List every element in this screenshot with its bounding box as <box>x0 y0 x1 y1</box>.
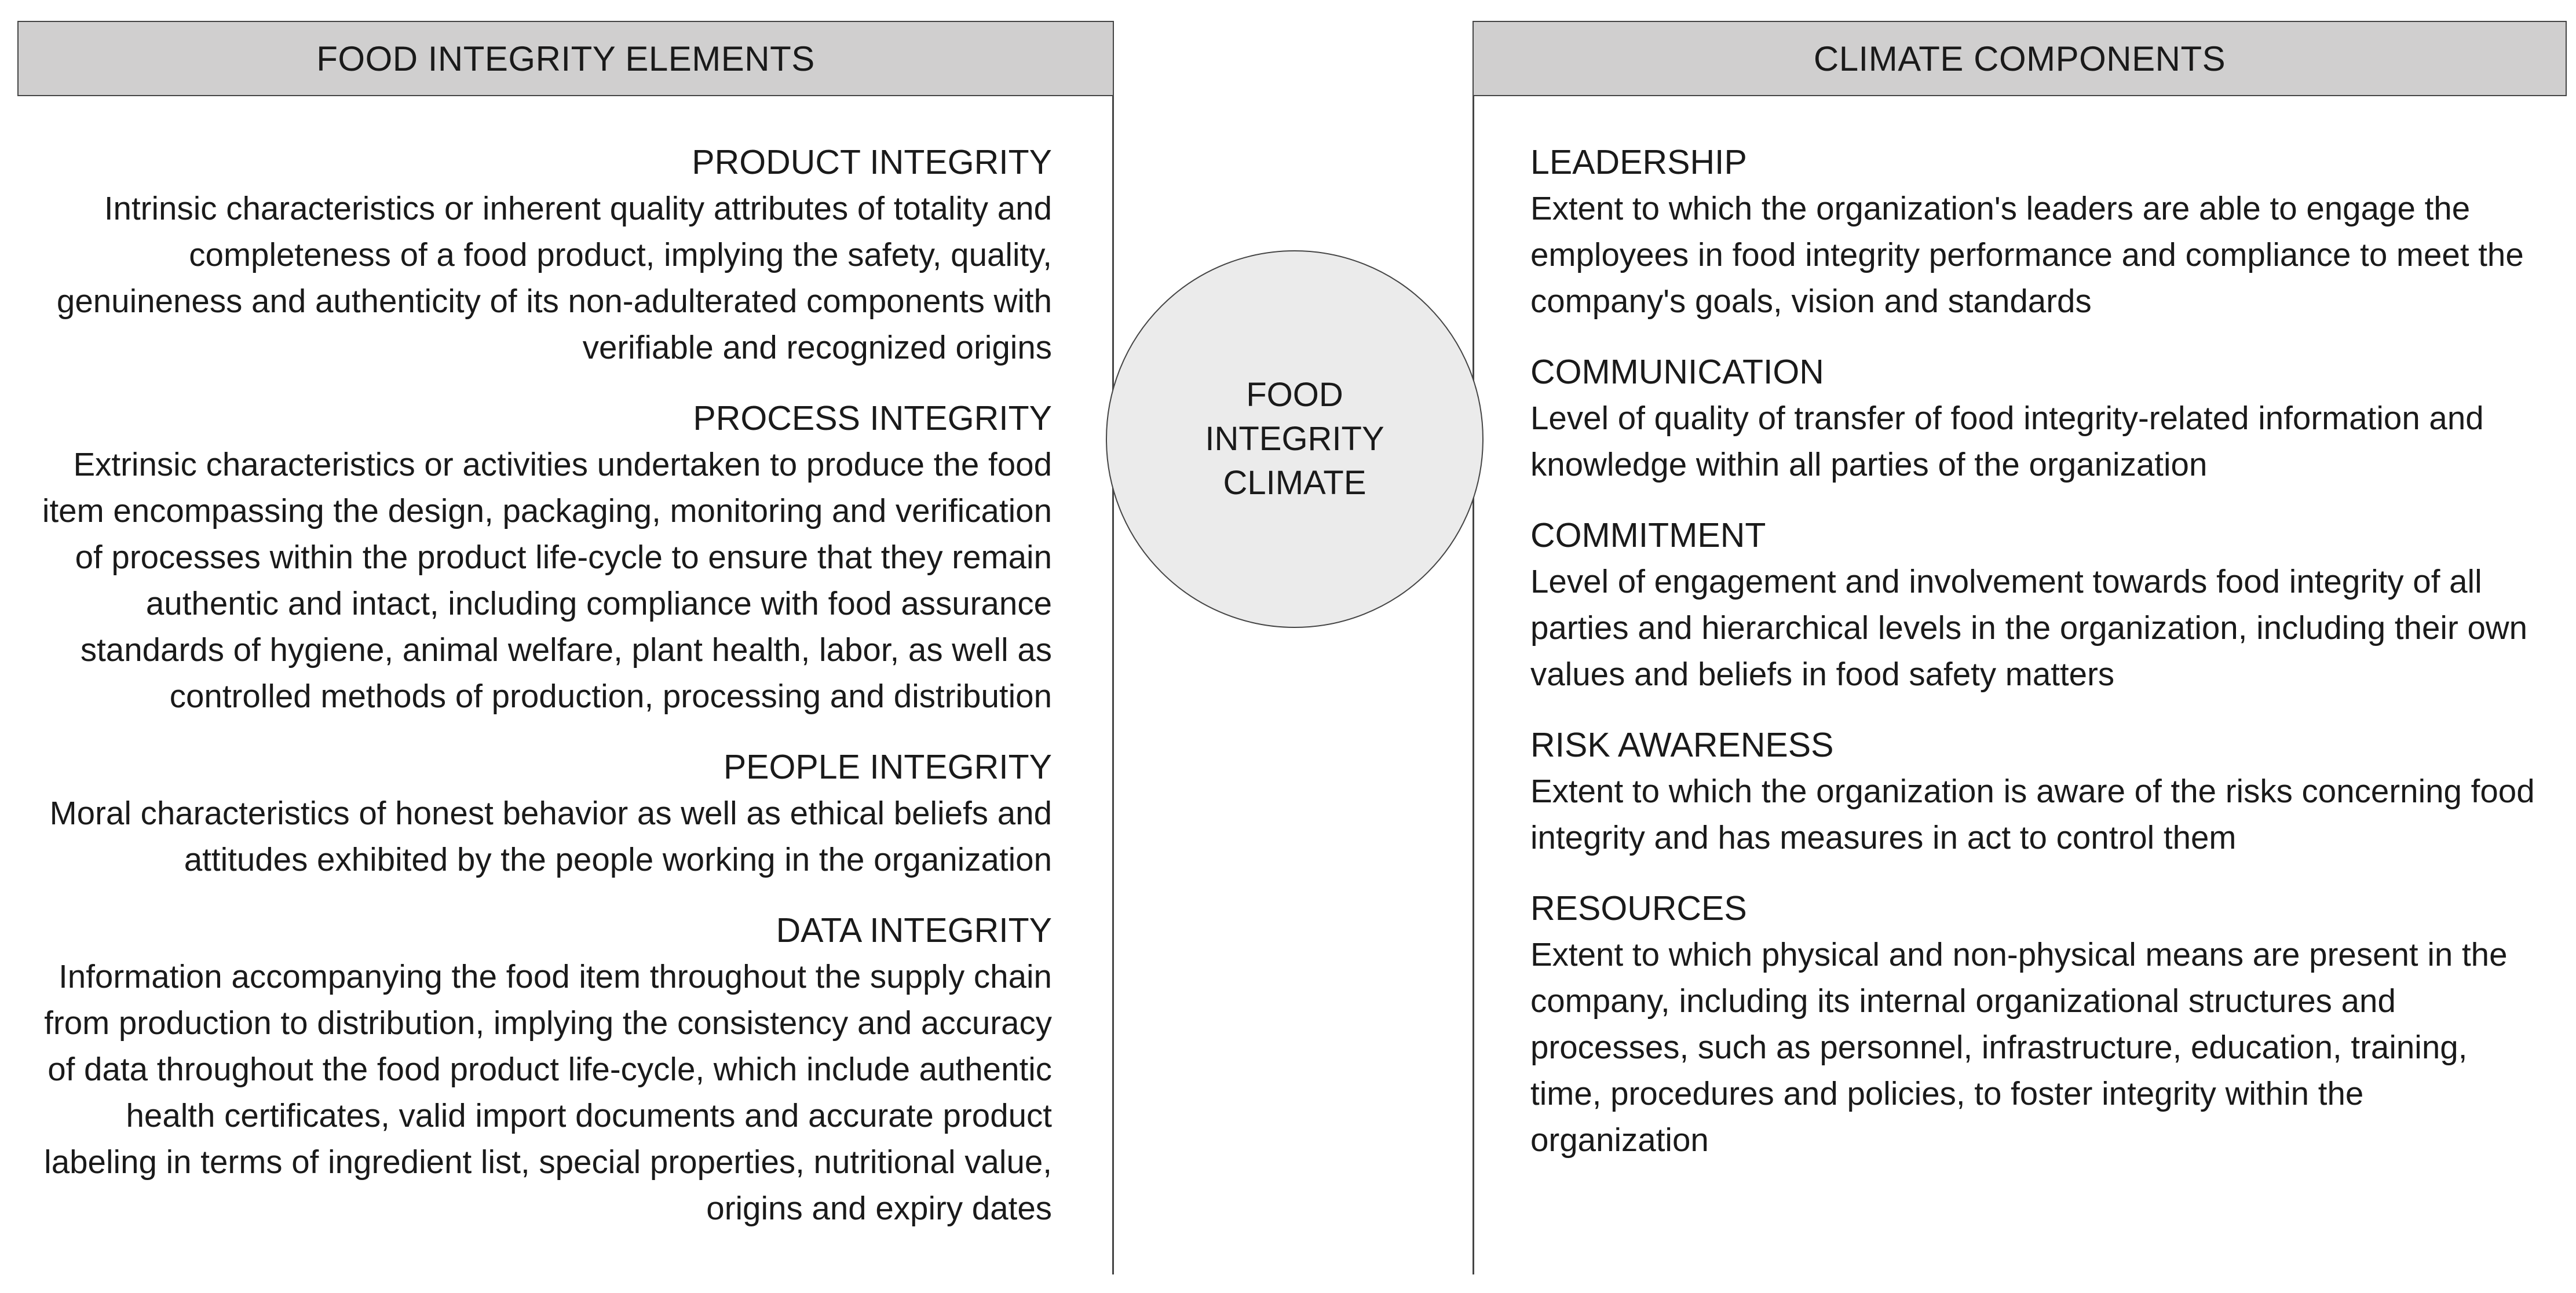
element-title: PEOPLE INTEGRITY <box>723 748 1052 786</box>
climate-components-list <box>1530 139 2538 1188</box>
element-title: PRODUCT INTEGRITY <box>692 143 1052 181</box>
element-description: Intrinsic characteristics or inherent quality attributes of totality and completeness of a food product, implying the safety, quality, genuineness and authenticity of its non-adulterated components with verifiable and recognized origins <box>56 190 1052 366</box>
component-leadership <box>1530 139 2538 324</box>
component-description: Extent to which the organization is aware of the risks concerning food integrity and has measures in act to control them <box>1530 773 2535 856</box>
element-title: DATA INTEGRITY <box>776 911 1052 949</box>
component-description: Level of engagement and involvement towards food integrity of all parties and hierarchical levels in the organization, including their own values and beliefs in food safety matters <box>1530 563 2528 692</box>
component-title: RISK AWARENESS <box>1530 726 1834 764</box>
component-commitment <box>1530 512 2538 697</box>
component-title: LEADERSHIP <box>1530 143 1747 181</box>
element-people-integrity <box>35 744 1052 883</box>
component-resources <box>1530 885 2538 1163</box>
climate-components-header-label: CLIMATE COMPONENTS <box>1813 39 2226 78</box>
component-description: Extent to which the organization's leaders are able to engage the employees in food integrity performance and compliance to meet the company's goals, vision and standards <box>1530 190 2524 319</box>
element-data-integrity <box>35 907 1052 1232</box>
food-integrity-elements-header <box>17 21 1114 96</box>
component-title: COMMUNICATION <box>1530 353 1824 391</box>
element-description: Extrinsic characteristics or activities undertaken to produce the food item encompassing the design, packaging, monitoring and verification of processes within the product life-cycle to ensure that they remain authentic and intact, including compliance with food assurance standards of hygiene, animal welfare, plant health, labor, as well as controlled methods of production, processing and distribution <box>42 446 1052 714</box>
component-title: RESOURCES <box>1530 889 1747 927</box>
component-risk-awareness <box>1530 722 2538 861</box>
component-title: COMMITMENT <box>1530 516 1766 554</box>
element-product-integrity <box>35 139 1052 371</box>
element-description: Information accompanying the food item throughout the supply chain from production to distribution, implying the consistency and accuracy of data throughout the food product life-cycle, which include authentic health certificates, valid import documents and accurate product labeling in terms of ingredient list, special properties, nutritional value, origins and expiry dates <box>44 958 1052 1226</box>
food-integrity-elements-header-label: FOOD INTEGRITY ELEMENTS <box>316 39 815 78</box>
food-integrity-elements-list <box>35 139 1052 1256</box>
element-title: PROCESS INTEGRITY <box>693 399 1052 437</box>
component-description: Level of quality of transfer of food integrity-related information and knowledge within all parties of the organization <box>1530 400 2484 483</box>
element-process-integrity <box>35 395 1052 719</box>
right-divider-line <box>1472 95 1474 1274</box>
element-description: Moral characteristics of honest behavior as well as ethical beliefs and attitudes exhibited by the people working in the organization <box>49 795 1052 878</box>
component-communication <box>1530 349 2538 488</box>
food-integrity-climate-circle <box>1106 250 1484 628</box>
food-integrity-climate-label: FOOD INTEGRITY CLIMATE <box>1205 376 1384 502</box>
left-divider-line <box>1112 95 1114 1274</box>
climate-components-header <box>1472 21 2567 96</box>
component-description: Extent to which physical and non-physical means are present in the company, including its internal organizational structures and processes, such as personnel, infrastructure, education, training, time, procedures and policies, to foster integrity within the organization <box>1530 936 2508 1158</box>
